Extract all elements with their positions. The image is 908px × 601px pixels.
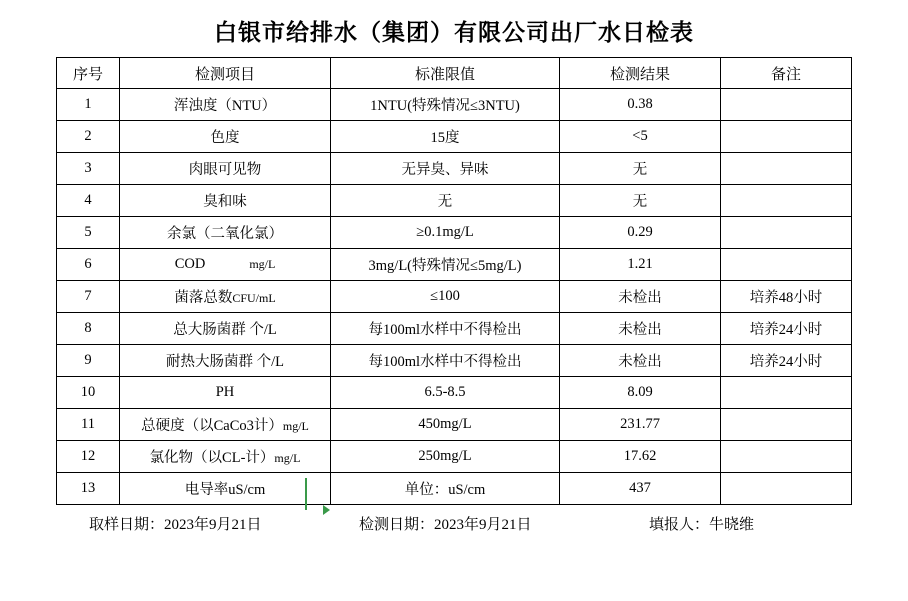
cell-std: ≥0.1mg/L xyxy=(331,217,560,249)
cell-item: PH xyxy=(120,377,331,409)
cell-result: 0.29 xyxy=(560,217,721,249)
cell-result: 无 xyxy=(560,185,721,217)
cell-item: 色度 xyxy=(120,121,331,153)
table-row xyxy=(57,345,852,377)
cell-no: 1 xyxy=(57,89,120,121)
cell-std: 无 xyxy=(331,185,560,217)
cell-result: 未检出 xyxy=(560,313,721,345)
cell-item: 余氯（二氧化氯） xyxy=(120,217,331,249)
cell-item xyxy=(120,249,331,281)
header-cell-no: 序号 xyxy=(57,58,120,89)
header-cell-result: 检测结果 xyxy=(560,58,721,89)
cell-note xyxy=(721,441,852,473)
cell-no: 13 xyxy=(57,473,120,505)
cell-std: 单位：uS/cm xyxy=(331,473,560,505)
cell-item-label: 总硬度（以CaCo3计） xyxy=(141,418,283,434)
cell-note xyxy=(721,473,852,505)
table-row xyxy=(57,441,852,473)
table-row xyxy=(57,281,852,313)
cell-no: 4 xyxy=(57,185,120,217)
cell-result: 437 xyxy=(560,473,721,505)
cell-no: 7 xyxy=(57,281,120,313)
cell-std: 无异臭、异味 xyxy=(331,153,560,185)
cell-std: 15度 xyxy=(331,121,560,153)
test-date: 检测日期：2023年9月21日 xyxy=(359,517,532,533)
page-title: 白银市给排水（集团）有限公司出厂水日检表 xyxy=(214,20,694,45)
cell-item xyxy=(120,441,331,473)
cell-result: 0.38 xyxy=(560,89,721,121)
cell-note xyxy=(721,409,852,441)
cell-note xyxy=(721,153,852,185)
cell-item-label: 菌落总数 xyxy=(174,290,233,306)
cell-item: 臭和味 xyxy=(120,185,331,217)
green-marker-line xyxy=(305,478,307,510)
cell-item xyxy=(120,281,331,313)
green-marker-arrow-icon xyxy=(323,505,330,515)
table-row xyxy=(57,377,852,409)
cell-item: 电导率uS/cm xyxy=(120,473,331,505)
table-header xyxy=(57,58,852,89)
cell-note xyxy=(721,377,852,409)
table-row xyxy=(57,217,852,249)
cell-no: 3 xyxy=(57,153,120,185)
cell-item-unit: mg/L xyxy=(274,451,301,465)
cell-no: 12 xyxy=(57,441,120,473)
cell-item: 总大肠菌群 个/L xyxy=(120,313,331,345)
cell-item-label: COD xyxy=(174,256,206,272)
cell-no: 5 xyxy=(57,217,120,249)
cell-std: 1NTU(特殊情况≤3NTU) xyxy=(331,89,560,121)
header-cell-item: 检测项目 xyxy=(120,58,331,89)
table-row xyxy=(57,313,852,345)
cell-result: <5 xyxy=(560,121,721,153)
header-cell-std: 标准限值 xyxy=(331,58,560,89)
cell-note xyxy=(721,217,852,249)
cell-item: 浑浊度（NTU） xyxy=(120,89,331,121)
cell-note: 培养48小时 xyxy=(721,281,852,313)
cell-note: 培养24小时 xyxy=(721,345,852,377)
cell-no: 8 xyxy=(57,313,120,345)
table-row xyxy=(57,409,852,441)
table-row xyxy=(57,185,852,217)
cell-item-unit: mg/L xyxy=(249,257,276,271)
cell-result: 231.77 xyxy=(560,409,721,441)
cell-item: 肉眼可见物 xyxy=(120,153,331,185)
report-footer xyxy=(59,513,849,534)
reporter-name: 填报人：牛晓维 xyxy=(649,517,755,533)
table-header-row xyxy=(57,58,852,89)
table-row xyxy=(57,249,852,281)
cell-result: 未检出 xyxy=(560,281,721,313)
table-row xyxy=(57,89,852,121)
cell-no: 9 xyxy=(57,345,120,377)
cell-no: 6 xyxy=(57,249,120,281)
cell-item: 耐热大肠菌群 个/L xyxy=(120,345,331,377)
cell-result: 未检出 xyxy=(560,345,721,377)
cell-note xyxy=(721,185,852,217)
cell-no: 2 xyxy=(57,121,120,153)
cell-note: 培养24小时 xyxy=(721,313,852,345)
cell-std: 每100ml水样中不得检出 xyxy=(331,345,560,377)
cell-result: 1.21 xyxy=(560,249,721,281)
sampling-date: 取样日期：2023年9月21日 xyxy=(89,517,262,533)
cell-item-unit: CFU/mL xyxy=(232,291,276,305)
table-row xyxy=(57,121,852,153)
table-body xyxy=(57,89,852,505)
cell-std: 每100ml水样中不得检出 xyxy=(331,313,560,345)
cell-std: ≤100 xyxy=(331,281,560,313)
cell-item xyxy=(120,409,331,441)
cell-std: 3mg/L(特殊情况≤5mg/L) xyxy=(331,249,560,281)
cell-std: 450mg/L xyxy=(331,409,560,441)
cell-note xyxy=(721,121,852,153)
cell-note xyxy=(721,249,852,281)
cell-std: 6.5-8.5 xyxy=(331,377,560,409)
cell-item-label: 氯化物（以CL-计） xyxy=(149,450,275,466)
table-row xyxy=(57,473,852,505)
header-cell-note: 备注 xyxy=(721,58,852,89)
cell-note xyxy=(721,89,852,121)
table-row xyxy=(57,153,852,185)
cell-result: 17.62 xyxy=(560,441,721,473)
cell-result: 8.09 xyxy=(560,377,721,409)
water-quality-table xyxy=(56,57,852,505)
cell-std: 250mg/L xyxy=(331,441,560,473)
cell-result: 无 xyxy=(560,153,721,185)
cell-no: 10 xyxy=(57,377,120,409)
cell-no: 11 xyxy=(57,409,120,441)
cell-item-unit: mg/L xyxy=(282,419,309,433)
